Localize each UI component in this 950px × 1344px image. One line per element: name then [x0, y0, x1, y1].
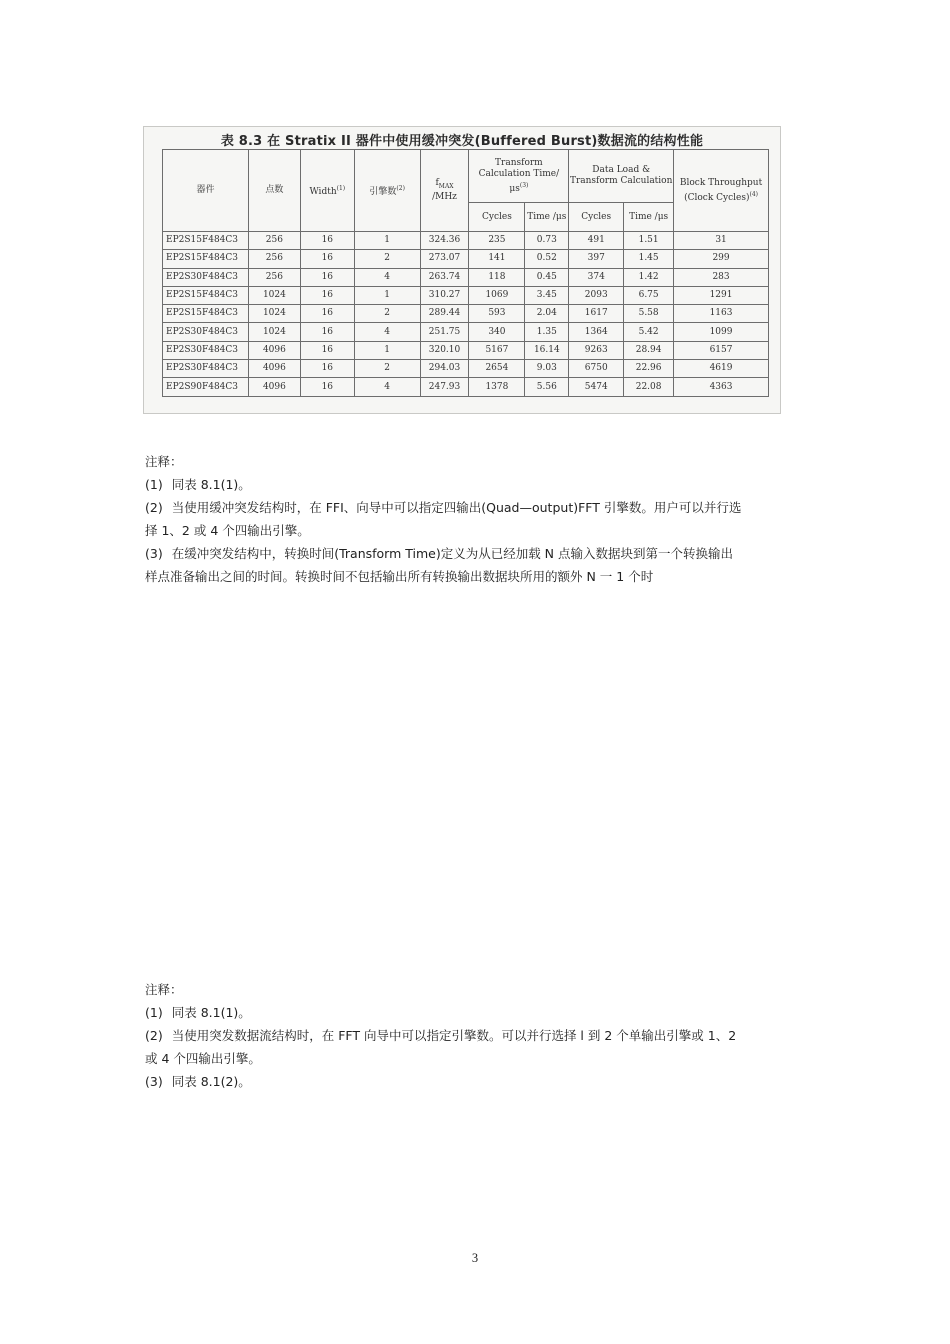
table-cell: 1.42 — [624, 268, 674, 286]
table-row — [163, 305, 769, 323]
note-text: 同表 8.1(2)。 — [171, 1074, 251, 1089]
header-width: Width$^{(1)}$ — [300, 150, 354, 232]
header-transform-cycles: Cycles — [469, 203, 525, 232]
table-row — [163, 286, 769, 304]
table-cell: 31 — [674, 232, 769, 250]
header-block-throughput: Block Throughput (Clock Cycles)$^{(4)}$ — [674, 150, 769, 232]
table-cell: 9.03 — [525, 360, 569, 378]
table-cell: 1617 — [569, 305, 624, 323]
table-cell: 247.93 — [420, 378, 469, 396]
table-cell: 235 — [469, 232, 525, 250]
note-item — [145, 1024, 825, 1047]
note-text: 同表 8.1(1)。 — [171, 477, 251, 492]
table-cell: 6157 — [674, 341, 769, 359]
notes-list — [145, 1001, 825, 1093]
table-cell: 5.56 — [525, 378, 569, 396]
header-dataload-cycles: Cycles — [569, 203, 624, 232]
table-cell: 256 — [248, 232, 300, 250]
table-cell: 4096 — [248, 378, 300, 396]
table-cell: 2 — [354, 305, 420, 323]
table-cell: 2654 — [469, 360, 525, 378]
table-row — [163, 323, 769, 341]
table-cell: 9263 — [569, 341, 624, 359]
table-cell: 256 — [248, 250, 300, 268]
table-cell: 118 — [469, 268, 525, 286]
table-cell: 374 — [569, 268, 624, 286]
table-cell: 1378 — [469, 378, 525, 396]
table-body — [163, 232, 769, 397]
table-cell: 1024 — [248, 323, 300, 341]
note-number: (3) — [145, 1074, 163, 1089]
table-cell: 4096 — [248, 360, 300, 378]
header-transform-group: Transform Calculation Time/$\mu s^{(3)}$ — [469, 150, 569, 203]
table-cell: 4363 — [674, 378, 769, 396]
table-cell: 1024 — [248, 286, 300, 304]
note-number: (1) — [145, 477, 163, 492]
notes-section-1 — [145, 450, 825, 588]
table-cell: 1 — [354, 286, 420, 304]
note-item — [145, 1047, 825, 1070]
table-cell: 1.35 — [525, 323, 569, 341]
table-cell: 4 — [354, 378, 420, 396]
table-row — [163, 250, 769, 268]
table-cell: 5.58 — [624, 305, 674, 323]
table-cell: 2093 — [569, 286, 624, 304]
header-device: 器件 — [163, 150, 249, 232]
table-cell: 6750 — [569, 360, 624, 378]
notes-section-2 — [145, 978, 825, 1093]
table-cell: 320.10 — [420, 341, 469, 359]
table-cell: 3.45 — [525, 286, 569, 304]
table-cell: EP2S15F484C3 — [163, 305, 249, 323]
note-text: 或 4 个四输出引擎。 — [145, 1051, 261, 1066]
table-cell: 2 — [354, 360, 420, 378]
table-row — [163, 360, 769, 378]
table-cell: 1099 — [674, 323, 769, 341]
header-fmax: $f_{MAX}$ /MHz — [420, 150, 469, 232]
table-cell: 0.45 — [525, 268, 569, 286]
table-cell: 16 — [300, 232, 354, 250]
table-cell: 283 — [674, 268, 769, 286]
note-item — [145, 565, 825, 588]
table-cell: 4 — [354, 323, 420, 341]
table-cell: 1364 — [569, 323, 624, 341]
table-cell: 1163 — [674, 305, 769, 323]
table-cell: 289.44 — [420, 305, 469, 323]
header-dataload-group: Data Load & Transform Calculation — [569, 150, 674, 203]
note-number: (2) — [145, 1028, 163, 1043]
table-cell: 273.07 — [420, 250, 469, 268]
table-cell: 16 — [300, 323, 354, 341]
table-row — [163, 341, 769, 359]
table-cell: 6.75 — [624, 286, 674, 304]
table-cell: 491 — [569, 232, 624, 250]
note-item — [145, 1070, 825, 1093]
table-cell: 141 — [469, 250, 525, 268]
table-cell: EP2S30F484C3 — [163, 323, 249, 341]
table-cell: EP2S30F484C3 — [163, 268, 249, 286]
table-cell: EP2S30F484C3 — [163, 360, 249, 378]
notes-list — [145, 473, 825, 588]
table-cell: 340 — [469, 323, 525, 341]
table-cell: 397 — [569, 250, 624, 268]
table-cell: 256 — [248, 268, 300, 286]
table-cell: EP2S90F484C3 — [163, 378, 249, 396]
note-item — [145, 496, 825, 519]
table-cell: 16 — [300, 378, 354, 396]
table-cell: 1.51 — [624, 232, 674, 250]
table-cell: 299 — [674, 250, 769, 268]
table-cell: 1024 — [248, 305, 300, 323]
table-cell: 0.73 — [525, 232, 569, 250]
header-points: 点数 — [248, 150, 300, 232]
table-row — [163, 268, 769, 286]
table-cell: 1 — [354, 341, 420, 359]
header-engines: 引擎数$^{(2)}$ — [354, 150, 420, 232]
table-cell: 16 — [300, 268, 354, 286]
note-number: (3) — [145, 546, 163, 561]
table-cell: EP2S15F484C3 — [163, 286, 249, 304]
table-cell: 1291 — [674, 286, 769, 304]
table-cell: 0.52 — [525, 250, 569, 268]
table-cell: 2 — [354, 250, 420, 268]
scanned-table-image — [143, 126, 781, 414]
table-cell: 4 — [354, 268, 420, 286]
note-text: 当使用缓冲突发结构时，在 FFI、向导中可以指定四输出(Quad—output)FFT 引擎数。用户可以并行选 — [171, 500, 742, 515]
page-number: 3 — [471, 1251, 479, 1265]
note-number: (2) — [145, 500, 163, 515]
note-text: 样点准备输出之间的时间。转换时间不包括输出所有转换输出数据块所用的额外 N 一 1 个时 — [145, 569, 654, 584]
table-cell: 16 — [300, 341, 354, 359]
table-cell: 16.14 — [525, 341, 569, 359]
table-cell: 251.75 — [420, 323, 469, 341]
header-dataload-time: Time /μs — [624, 203, 674, 232]
table-cell: 5474 — [569, 378, 624, 396]
table-cell: 28.94 — [624, 341, 674, 359]
table-cell: 324.36 — [420, 232, 469, 250]
note-text: 当使用突发数据流结构时，在 FFT 向导中可以指定引擎数。可以并行选择 l 到 2 个单输出引擎或 1、2 — [171, 1028, 737, 1043]
table-cell: 294.03 — [420, 360, 469, 378]
table-row — [163, 378, 769, 396]
table-cell: 2.04 — [525, 305, 569, 323]
note-text: 在缓冲突发结构中，转换时间(Transform Time)定义为从已经加载 N 点输入数据块到第一个转换输出 — [171, 546, 734, 561]
note-item — [145, 473, 825, 496]
table-title: 表 8.3 在 Stratix II 器件中使用缓冲突发(Buffered Burst)数据流的结构性能 — [220, 134, 704, 149]
table-cell: 22.08 — [624, 378, 674, 396]
notes-heading: 注释： — [145, 982, 183, 997]
table-cell: 1069 — [469, 286, 525, 304]
table-cell: 16 — [300, 286, 354, 304]
table-cell: EP2S15F484C3 — [163, 232, 249, 250]
table-cell: 16 — [300, 250, 354, 268]
table-cell: 310.27 — [420, 286, 469, 304]
table-cell: 5167 — [469, 341, 525, 359]
table-cell: 263.74 — [420, 268, 469, 286]
table-cell: 16 — [300, 360, 354, 378]
table-cell: 1 — [354, 232, 420, 250]
table-cell: 4619 — [674, 360, 769, 378]
note-item — [145, 542, 825, 565]
notes-heading: 注释： — [145, 454, 183, 469]
note-number: (1) — [145, 1005, 163, 1020]
performance-table — [162, 149, 769, 397]
note-item — [145, 519, 825, 542]
table-row — [163, 232, 769, 250]
table-cell: EP2S15F484C3 — [163, 250, 249, 268]
table-cell: 4096 — [248, 341, 300, 359]
table-cell: 593 — [469, 305, 525, 323]
table-cell: 1.45 — [624, 250, 674, 268]
table-cell: 22.96 — [624, 360, 674, 378]
table-cell: 5.42 — [624, 323, 674, 341]
table-cell: EP2S30F484C3 — [163, 341, 249, 359]
table-cell: 16 — [300, 305, 354, 323]
note-text: 择 1、2 或 4 个四输出引擎。 — [145, 523, 310, 538]
note-item — [145, 1001, 825, 1024]
note-text: 同表 8.1(1)。 — [171, 1005, 251, 1020]
header-transform-time: Time /μs — [525, 203, 569, 232]
